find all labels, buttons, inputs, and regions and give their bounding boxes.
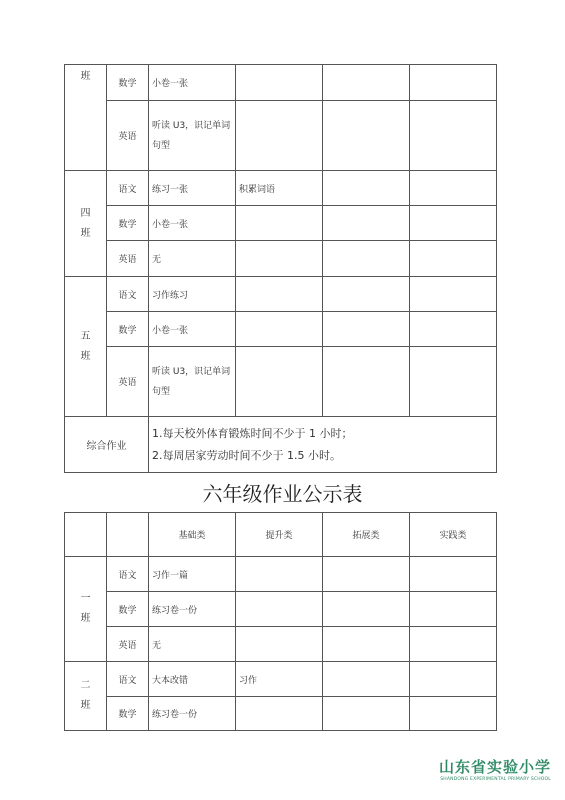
- improve-cell: [236, 347, 323, 417]
- basic-cell: 习作一篇: [149, 557, 236, 592]
- basic-cell: 练习卷一份: [149, 697, 236, 731]
- subject-cell: 数学: [107, 65, 149, 101]
- header-row: [65, 513, 497, 557]
- table-row: [65, 65, 497, 101]
- improve-cell: [236, 241, 323, 277]
- class-cell: 班: [65, 65, 107, 171]
- improve-cell: [236, 277, 323, 312]
- table-row: [65, 241, 497, 277]
- table-row: [65, 312, 497, 347]
- practice-cell: [410, 241, 497, 277]
- subject-cell: 语文: [107, 171, 149, 206]
- basic-cell: 大本改错: [149, 662, 236, 697]
- improve-cell: 积累词语: [236, 171, 323, 206]
- page-title: 六年级作业公示表: [202, 482, 363, 506]
- class-cell: 四 班: [65, 171, 107, 277]
- improve-cell: [236, 206, 323, 241]
- school-logo-english: SHANDONG EXPERIMENTAL PRIMARY SCHOOL: [440, 777, 551, 782]
- practice-cell: [410, 697, 497, 731]
- expand-cell: [323, 697, 410, 731]
- subject-cell: 数学: [107, 592, 149, 627]
- basic-cell: 无: [149, 627, 236, 662]
- table-row: [65, 627, 497, 662]
- basic-cell: 听读 U3，识记单词句型: [149, 101, 236, 171]
- basic-cell: 小卷一张: [149, 312, 236, 347]
- subject-cell: 数学: [107, 697, 149, 731]
- improve-cell: [236, 557, 323, 592]
- basic-cell: 无: [149, 241, 236, 277]
- comprehensive-label: 综合作业: [65, 417, 149, 473]
- improve-cell: [236, 101, 323, 171]
- expand-cell: [323, 592, 410, 627]
- header-improve: 提升类: [236, 513, 323, 557]
- comprehensive-line-2: 2.每周居家劳动时间不少于 1.5 小时。: [152, 448, 341, 462]
- school-logo-name: 山东省实验小学: [438, 758, 551, 776]
- expand-cell: [323, 557, 410, 592]
- expand-cell: [323, 627, 410, 662]
- practice-cell: [410, 627, 497, 662]
- subject-cell: 英语: [107, 347, 149, 417]
- subject-cell: 英语: [107, 241, 149, 277]
- table-row: [65, 592, 497, 627]
- improve-cell: [236, 592, 323, 627]
- improve-cell: [236, 697, 323, 731]
- table-row: [65, 662, 497, 697]
- improve-cell: 习作: [236, 662, 323, 697]
- table-row: [65, 277, 497, 312]
- homework-table-grade6: [64, 512, 497, 731]
- header-blank-cell: [65, 513, 107, 557]
- table-row: [65, 171, 497, 206]
- basic-cell: 听读 U3，识记单词句型: [149, 347, 236, 417]
- subject-cell: 英语: [107, 627, 149, 662]
- header-blank-cell: [107, 513, 149, 557]
- table-row: [65, 101, 497, 171]
- expand-cell: [323, 101, 410, 171]
- practice-cell: [410, 347, 497, 417]
- practice-cell: [410, 101, 497, 171]
- school-logo: [439, 756, 551, 782]
- homework-table-grade5-continued: [64, 64, 497, 473]
- comprehensive-line-1: 1.每天校外体育锻炼时间不少于 1 小时；: [152, 426, 353, 440]
- header-basic: 基础类: [149, 513, 236, 557]
- improve-cell: [236, 65, 323, 101]
- table-row: [65, 206, 497, 241]
- practice-cell: [410, 65, 497, 101]
- subject-cell: 语文: [107, 557, 149, 592]
- basic-cell: 习作练习: [149, 277, 236, 312]
- table-row: [65, 347, 497, 417]
- improve-cell: [236, 312, 323, 347]
- expand-cell: [323, 277, 410, 312]
- subject-cell: 语文: [107, 662, 149, 697]
- practice-cell: [410, 171, 497, 206]
- subject-cell: 数学: [107, 312, 149, 347]
- basic-cell: 练习卷一份: [149, 592, 236, 627]
- expand-cell: [323, 312, 410, 347]
- class-cell: 一 班: [65, 557, 107, 662]
- header-practice: 实践类: [410, 513, 497, 557]
- expand-cell: [323, 171, 410, 206]
- subject-cell: 数学: [107, 206, 149, 241]
- practice-cell: [410, 662, 497, 697]
- practice-cell: [410, 312, 497, 347]
- practice-cell: [410, 277, 497, 312]
- expand-cell: [323, 347, 410, 417]
- table-row: [65, 697, 497, 731]
- improve-cell: [236, 627, 323, 662]
- expand-cell: [323, 65, 410, 101]
- class-cell: 五 班: [65, 277, 107, 417]
- practice-cell: [410, 206, 497, 241]
- subject-cell: 语文: [107, 277, 149, 312]
- class-cell: 二 班: [65, 662, 107, 731]
- table-row: [65, 557, 497, 592]
- basic-cell: 小卷一张: [149, 65, 236, 101]
- practice-cell: [410, 592, 497, 627]
- expand-cell: [323, 206, 410, 241]
- practice-cell: [410, 557, 497, 592]
- basic-cell: 小卷一张: [149, 206, 236, 241]
- comprehensive-content: [149, 417, 497, 473]
- expand-cell: [323, 241, 410, 277]
- subject-cell: 英语: [107, 101, 149, 171]
- basic-cell: 练习一张: [149, 171, 236, 206]
- comprehensive-row: [65, 417, 497, 473]
- header-expand: 拓展类: [323, 513, 410, 557]
- expand-cell: [323, 662, 410, 697]
